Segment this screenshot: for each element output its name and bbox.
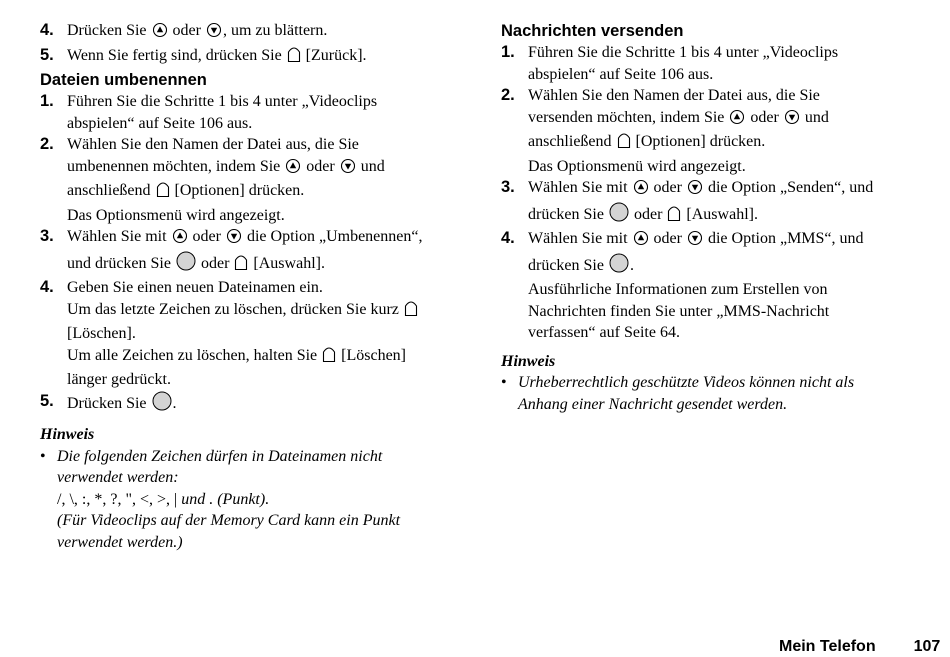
step-number: 4. (501, 229, 515, 247)
step-number: 3. (501, 178, 515, 196)
soft-key-icon (287, 45, 301, 70)
soft-key-icon (617, 131, 631, 156)
hint-title: Hinweis (40, 426, 95, 443)
center-key-icon (152, 391, 172, 418)
rename-step-3: 3. Wählen Sie mit oder die Option „Umbenennen“, und drücken Sie oder [Auswahl]. (40, 226, 470, 277)
send-step-2: 2. Wählen Sie den Namen der Datei aus, die Sie versenden möchten, indem Sie oder und anschließend [Optionen] drücken. Das Optionsmenü wird angezeigt. (501, 86, 829, 175)
nav-down-icon (687, 179, 703, 202)
rename-step-4: 4. Geben Sie einen neuen Dateinamen ein. Um das letzte Zeichen zu löschen, drücken Sie kurz [Löschen]. Um alle Zeichen zu löschen, halten Sie [Löschen] länger gedrückt. (40, 277, 470, 391)
step-number: 4. (40, 278, 54, 296)
step-number: 5. (40, 45, 54, 64)
rename-step-2: 2. Wählen Sie den Namen der Datei aus, die Sie umbenennen möchten, indem Sie oder und anschließend [Optionen] drücken. Das Optionsmenü wird angezeigt. (40, 135, 385, 224)
center-key-icon (176, 251, 196, 278)
soft-key-icon (234, 253, 248, 278)
bullet-mark: • (501, 374, 507, 391)
send-step-4: 4. Wählen Sie mit oder die Option „MMS“, und drücken Sie . Ausführliche Informationen zum Erstellen von Nachrichten finden Sie unter „MMS-Nachricht verfassen“ auf Seite 64. (501, 229, 864, 341)
step-number: 1. (501, 43, 515, 61)
step-number: 3. (40, 227, 54, 245)
rename-step-1: 1. Führen Sie die Schritte 1 bis 4 unter „Videoclips abspielen“ auf Seite 106 aus. (40, 92, 378, 132)
nav-up-icon (633, 179, 649, 202)
nav-up-icon (152, 22, 168, 45)
page-number: 107 (913, 638, 941, 655)
send-step-1: 1. Führen Sie die Schritte 1 bis 4 unter „Videoclips abspielen“ auf Seite 106 aus. (501, 43, 839, 83)
hint-bullet: • Urheberrechtlich geschützte Videos können nicht als Anhang einer Nachricht gesendet werden. (501, 374, 855, 413)
send-step-3: 3. Wählen Sie mit oder die Option „Senden“, und drücken Sie oder [Auswahl]. (501, 177, 921, 228)
step-number: 2. (40, 135, 54, 153)
page-footer (779, 637, 940, 657)
nav-down-icon (687, 230, 703, 253)
nav-down-icon (340, 158, 356, 181)
step-cont-5: 5. Wenn Sie fertig sind, drücken Sie [Zurück]. (40, 45, 470, 70)
step-cont-4: 4. Drücken Sie oder , um zu blättern. (40, 20, 470, 45)
step-number: 2. (501, 86, 515, 104)
left-column (40, 20, 470, 553)
section-heading-send: Nachrichten versenden (501, 22, 684, 40)
rename-step-5: 5. Drücken Sie . (40, 391, 470, 418)
nav-up-icon (172, 228, 188, 251)
center-key-icon (609, 202, 629, 229)
section-name: Mein Telefon (779, 638, 876, 655)
right-column (501, 20, 921, 415)
step-number: 1. (40, 92, 54, 110)
bullet-mark: • (40, 447, 46, 465)
nav-down-icon (226, 228, 242, 251)
step-number: 5. (40, 391, 54, 410)
soft-key-icon (156, 180, 170, 205)
soft-key-icon (667, 204, 681, 229)
nav-up-icon (285, 158, 301, 181)
section-heading-rename: Dateien umbenennen (40, 71, 207, 89)
nav-up-icon (729, 109, 745, 132)
nav-down-icon (784, 109, 800, 132)
soft-key-icon (404, 299, 418, 324)
center-key-icon (609, 253, 629, 280)
nav-up-icon (633, 230, 649, 253)
step-number: 4. (40, 21, 54, 39)
hint-title: Hinweis (501, 352, 556, 370)
hint-bullet: • Die folgenden Zeichen dürfen in Dateinamen nicht verwendet werden: /, \, :, *, ?, ", <, >, | und . (Punkt). (Für Videoclips auf der Memory Card kann ein Punkt verwendet werden.) (40, 447, 401, 551)
soft-key-icon (322, 345, 336, 370)
nav-down-icon (206, 22, 222, 45)
